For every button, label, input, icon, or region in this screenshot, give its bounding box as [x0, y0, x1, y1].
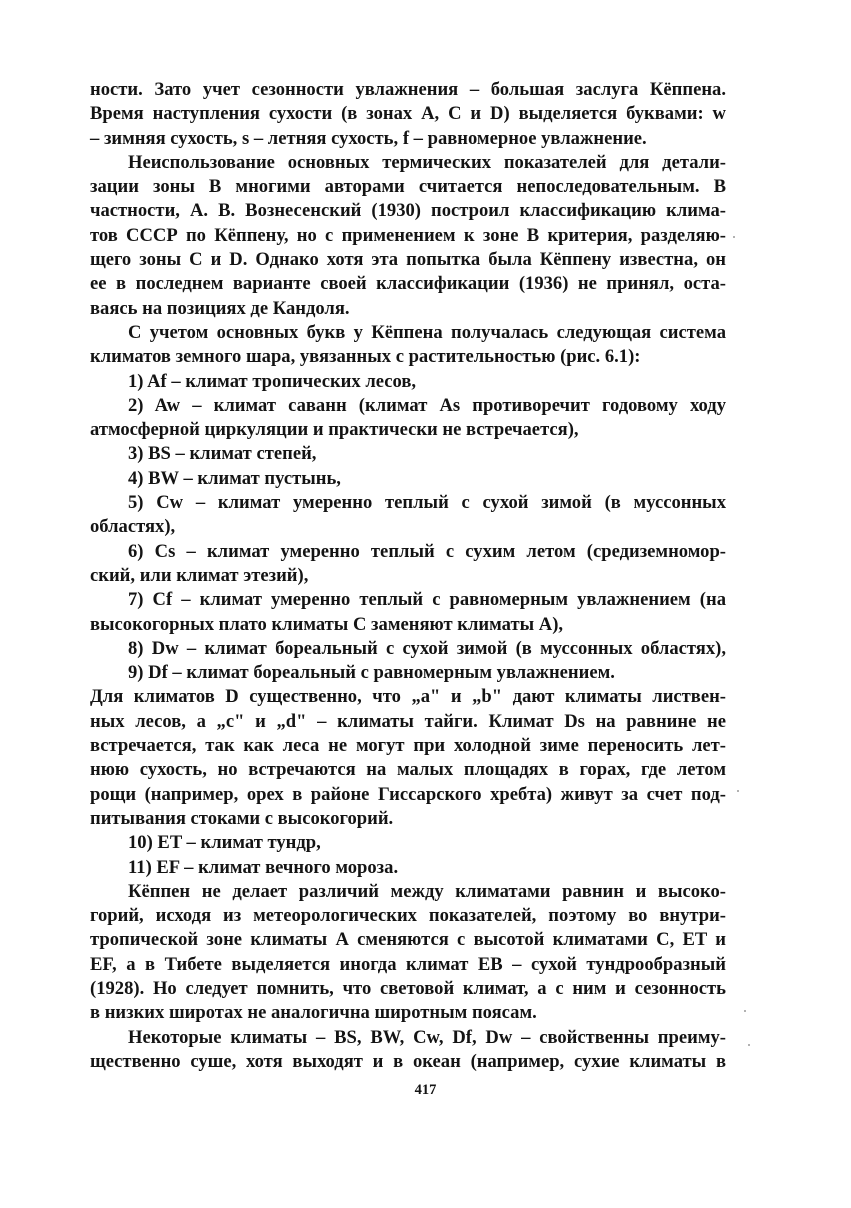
text-line: климатов земного шара, увязанных с растительностью (рис. 6.1): — [90, 346, 641, 368]
text-line: ваясь на позициях де Кандоля. — [90, 297, 350, 319]
text-line: горий, исходя из метеорологических показателей, поэтому во внутри- — [90, 905, 726, 927]
text-line: ский, или климат этезий), — [90, 564, 309, 586]
list-item-bw: 4) BW – климат пустынь, — [128, 467, 341, 489]
paragraph-first-line: С учетом основных букв у Кёппена получалась следующая система — [128, 321, 726, 343]
text-line: встречается, так как леса не могут при холодной зиме переносить лет- — [90, 735, 726, 757]
text-line: нюю сухость, но встречаются на малых площадях в горах, где летом — [90, 759, 726, 781]
list-item-cw: 5) Cw – климат умеренно теплый с сухой зимой (в муссонных — [128, 492, 726, 514]
text-line: ности. Зато учет сезонности увлажнения – большая заслуга Кёппена. — [90, 79, 726, 100]
list-item-ef: 11) EF – климат вечного мороза. — [128, 856, 399, 878]
text-line: – зимняя сухость, s – летняя сухость, f – равномерное увлажнение. — [90, 127, 647, 149]
text-line: щественно суше, хотя выходят и в океан (например, сухие климаты в — [90, 1050, 726, 1072]
text-line: питывания стоками с высокогорий. — [90, 807, 394, 829]
text-line: рощи (например, орех в районе Гиссарского хребта) живут за счет под- — [90, 783, 726, 805]
scan-speck — [744, 1010, 746, 1012]
text-line: областях), — [90, 516, 176, 538]
list-item-af: 1) Af – климат тропических лесов, — [128, 370, 417, 392]
list-item-df: 9) Df – климат бореальный с равномерным увлажнением. — [128, 662, 615, 684]
text-line: в низких широтах не аналогична широтным поясам. — [90, 1002, 537, 1024]
text-line: Время наступления сухости (в зонах А, С и D) выделяется буквами: w — [90, 103, 726, 125]
scan-speck — [748, 1044, 750, 1046]
text-line: частности, А. В. Вознесенский (1930) построил классификацию клима- — [90, 200, 726, 222]
list-item-cf: 7) Cf – климат умеренно теплый с равномерным увлажнением (на — [128, 589, 726, 611]
text-line: ных лесов, а „c" и „d" – климаты тайги. Климат Ds на равнине не — [90, 710, 726, 732]
text-line: тропической зоне климаты А сменяются с высотой климатами С, ET и — [90, 929, 726, 951]
body-text — [90, 78, 726, 1074]
scan-speck — [737, 790, 739, 792]
paragraph-first-line: Некоторые климаты – BS, BW, Cw, Df, Dw – свойственны преиму- — [128, 1026, 726, 1048]
text-line: щего зоны С и D. Однако хотя эта попытка была Кёппену известна, он — [90, 249, 726, 271]
list-item-aw: 2) Aw – климат саванн (климат As противоречит годовому ходу — [128, 394, 726, 416]
text-line: тов СССР по Кёппену, но с применением к зоне В критерия, разделяю- — [90, 224, 726, 246]
text-line: зации зоны В многими авторами считается непоследовательным. В — [90, 176, 726, 198]
text-line: высокогорных плато климаты С заменяют климаты А), — [90, 613, 564, 635]
list-item-cs: 6) Cs – климат умеренно теплый с сухим летом (средиземномор- — [128, 540, 726, 562]
text-line: ее в последнем варианте своей классификации (1936) не принял, оста- — [90, 273, 726, 295]
text-line: атмосферной циркуляции и практически не встречается), — [90, 419, 579, 441]
list-item-dw: 8) Dw – климат бореальный с сухой зимой (в муссонных областях), — [128, 637, 726, 659]
paragraph-first-line: Кёппен не делает различий между климатами равнин и высоко- — [128, 880, 726, 902]
list-item-bs: 3) BS – климат степей, — [128, 443, 317, 465]
list-item-et: 10) ET – климат тундр, — [128, 832, 321, 854]
text-line: (1928). Но следует помнить, что световой климат, а с ним и сезонность — [90, 977, 726, 999]
page-number: 417 — [414, 1082, 437, 1098]
scan-speck — [733, 236, 735, 238]
paragraph-first-line: Неиспользование основных термических показателей для детали- — [128, 151, 726, 173]
paragraph-first-line: Для климатов D существенно, что „a" и „b" дают климаты листвен- — [90, 686, 726, 708]
text-line: EF, а в Тибете выделяется иногда климат EB – сухой тундрообразный — [90, 953, 726, 975]
